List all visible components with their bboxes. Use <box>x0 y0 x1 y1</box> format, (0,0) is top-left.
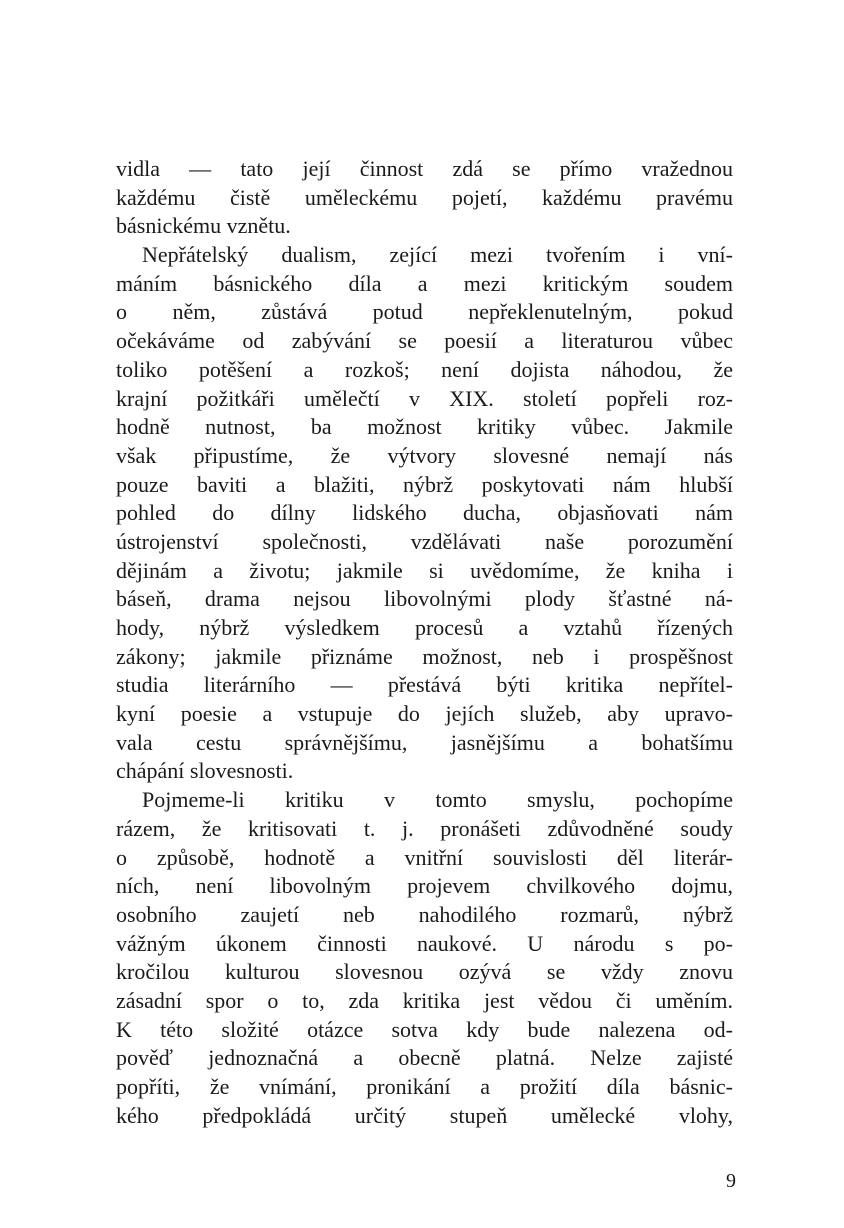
text-line: však připustíme, že výtvory slovesné nemají nás <box>116 442 733 468</box>
body-text <box>116 155 733 1130</box>
text-line: každému čistě uměleckému pojetí, každému pravému <box>116 184 733 210</box>
text-line: krajní požitkáři umělečtí v XIX. století popřeli roz- <box>116 385 733 411</box>
text-line: o způsobě, hodnotě a vnitřní souvislosti děl literár- <box>116 844 733 870</box>
text-line: popříti, že vnímání, pronikání a prožití díla básnic- <box>116 1074 733 1099</box>
text-line: hodně nutnost, ba možnost kritiky vůbec. Jakmile <box>116 414 733 440</box>
text-line: Pojmeme-li kritiku v tomto smyslu, pochopíme <box>142 787 733 813</box>
text-line: pohled do dílny lidského ducha, objasňovati nám <box>116 500 733 526</box>
text-line: studia literárního — přestává býti kritika nepřítel- <box>116 672 733 698</box>
text-line: Nepřátelský dualism, zející mezi tvořením i vní- <box>142 242 733 268</box>
text-line: máním básnického díla a mezi kritickým soudem <box>116 270 733 296</box>
text-line: o něm, zůstává potud nepřeklenutelným, pokud <box>116 299 733 325</box>
text-line: očekáváme od zabývání se poesií a literaturou vůbec <box>116 328 733 354</box>
text-line: toliko potěšení a rozkoš; není dojista náhodou, že <box>116 356 733 382</box>
text-line: kročilou kulturou slovesnou ozývá se vždy znovu <box>116 959 733 985</box>
text-line: zákony; jakmile přiznáme možnost, neb i prospěšnost <box>116 643 733 669</box>
text-line: dějinám a životu; jakmile si uvědomíme, že kniha i <box>116 557 733 583</box>
text-line: vala cestu správnějšímu, jasnějšímu a bohatšímu <box>116 729 733 755</box>
text-line: rázem, že kritisovati t. j. pronášeti zdůvodněné soudy <box>116 815 733 841</box>
text-line: ústrojenství společnosti, vzdělávati naše porozumění <box>116 528 733 554</box>
text-line: kého předpokládá určitý stupeň umělecké vlohy, <box>116 1102 733 1128</box>
text-line: básnickému vznětu. <box>116 213 291 239</box>
text-line: hody, nýbrž výsledkem procesů a vztahů řízených <box>116 615 733 640</box>
text-line: báseň, drama nejsou libovolnými plody šťastné ná- <box>116 586 733 612</box>
page-number: 9 <box>726 1170 736 1192</box>
text-line: K této složité otázce sotva kdy bude nalezena od- <box>116 1016 733 1042</box>
text-line: kyní poesie a vstupuje do jejích služeb, aby upravo- <box>116 701 733 727</box>
text-line: ních, není libovolným projevem chvilkového dojmu, <box>116 873 733 899</box>
text-line: pověď jednoznačná a obecně platná. Nelze zajisté <box>116 1045 733 1071</box>
text-line: pouze baviti a blažiti, nýbrž poskytovati nám hlubší <box>116 471 733 497</box>
text-line: vážným úkonem činnosti naukové. U národu s po- <box>116 930 733 956</box>
text-line: vidla — tato její činnost zdá se přímo vražednou <box>116 156 733 181</box>
text-line: osobního zaujetí neb nahodilého rozmarů, nýbrž <box>116 901 733 927</box>
text-line: chápání slovesnosti. <box>116 758 294 784</box>
text-line: zásadní spor o to, zda kritika jest vědou či uměním. <box>116 987 733 1013</box>
